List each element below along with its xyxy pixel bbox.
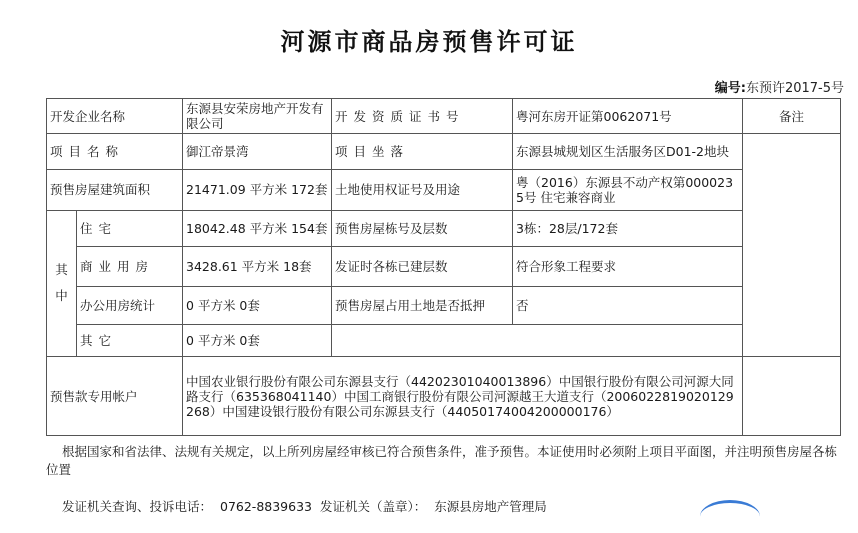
project-name-value: 御江帝景湾 — [183, 134, 332, 170]
office-value: 0 平方米 0套 — [183, 287, 332, 325]
group-label: 其中 — [47, 210, 77, 357]
phone-label: 发证机关查询、投诉电话： — [62, 499, 213, 514]
residential-value: 18042.48 平方米 154套 — [183, 210, 332, 246]
project-name-label: 项目名称 — [47, 134, 183, 170]
issuer-label: 发证机关（盖章）： — [319, 499, 427, 514]
table-row — [47, 357, 841, 436]
footer — [62, 497, 551, 515]
permit-table — [46, 98, 841, 436]
table-row — [47, 246, 841, 286]
land-cert-label: 土地使用权证号及用途 — [332, 170, 513, 210]
document-number — [715, 77, 844, 96]
table-row — [47, 170, 841, 210]
phone-number: 0762-8839633 — [220, 499, 312, 514]
certificate-title: 河源市商品房预售许可证 — [280, 27, 578, 56]
office-label: 办公用房统计 — [77, 287, 183, 325]
building-floors-value: 3栋：28层/172套 — [513, 210, 743, 246]
account-remark-cell — [743, 357, 841, 436]
official-seal — [700, 500, 760, 533]
qualification-value: 粤河东房开证第0062071号 — [513, 99, 743, 134]
remark-header: 备注 — [743, 99, 841, 134]
other-label: 其它 — [77, 325, 183, 357]
presale-area-value: 21471.09 平方米 172套 — [183, 170, 332, 210]
remark-cell — [743, 134, 841, 357]
empty-cell — [332, 325, 743, 357]
issuer-name: 东源县房地产管理局 — [434, 499, 547, 514]
location-value: 东源县城规划区生活服务区D01-2地块 — [513, 134, 743, 170]
developer-label: 开发企业名称 — [47, 99, 183, 134]
document-number-value: 东预许2017-5号 — [745, 81, 844, 96]
commercial-value: 3428.61 平方米 18套 — [183, 246, 332, 286]
residential-label: 住宅 — [77, 210, 183, 246]
developer-value: 东源县安荣房地产开发有限公司 — [183, 99, 332, 134]
table-row — [47, 99, 841, 134]
commercial-label: 商业用房 — [77, 246, 183, 286]
location-label: 项目坐落 — [332, 134, 513, 170]
mortgage-value: 否 — [513, 287, 743, 325]
building-floors-label: 预售房屋栋号及层数 — [332, 210, 513, 246]
mortgage-label: 预售房屋占用土地是否抵押 — [332, 287, 513, 325]
table-row — [47, 134, 841, 170]
built-floors-value: 符合形象工程要求 — [513, 246, 743, 286]
account-label: 预售款专用帐户 — [47, 357, 183, 436]
built-floors-label: 发证时各栋已建层数 — [332, 246, 513, 286]
table-row — [47, 287, 841, 325]
land-cert-value: 粤（2016）东源县不动产权第0000235号 住宅兼容商业 — [513, 170, 743, 210]
table-row — [47, 325, 841, 357]
presale-area-label: 预售房屋建筑面积 — [47, 170, 183, 210]
account-value: 中国农业银行股份有限公司东源县支行（44202301040013896）中国银行股份有限公司河源大同路支行（635368041140）中国工商银行股份有限公司河源越王大道支行（2006022819020129268）中国建设银行股份有限公司东源县支行（44050174004200000176） — [183, 357, 743, 436]
legal-note: 根据国家和省法律、法规有关规定，以上所列房屋经审核已符合预售条件，准予预售。本证使用时必须附上项目平面图，并注明预售房屋各栋位置 — [46, 444, 838, 477]
qualification-label: 开发资质证书号 — [332, 99, 513, 134]
document-number-label: 编号: — [714, 81, 746, 96]
other-value: 0 平方米 0套 — [183, 325, 332, 357]
table-row — [47, 210, 841, 246]
